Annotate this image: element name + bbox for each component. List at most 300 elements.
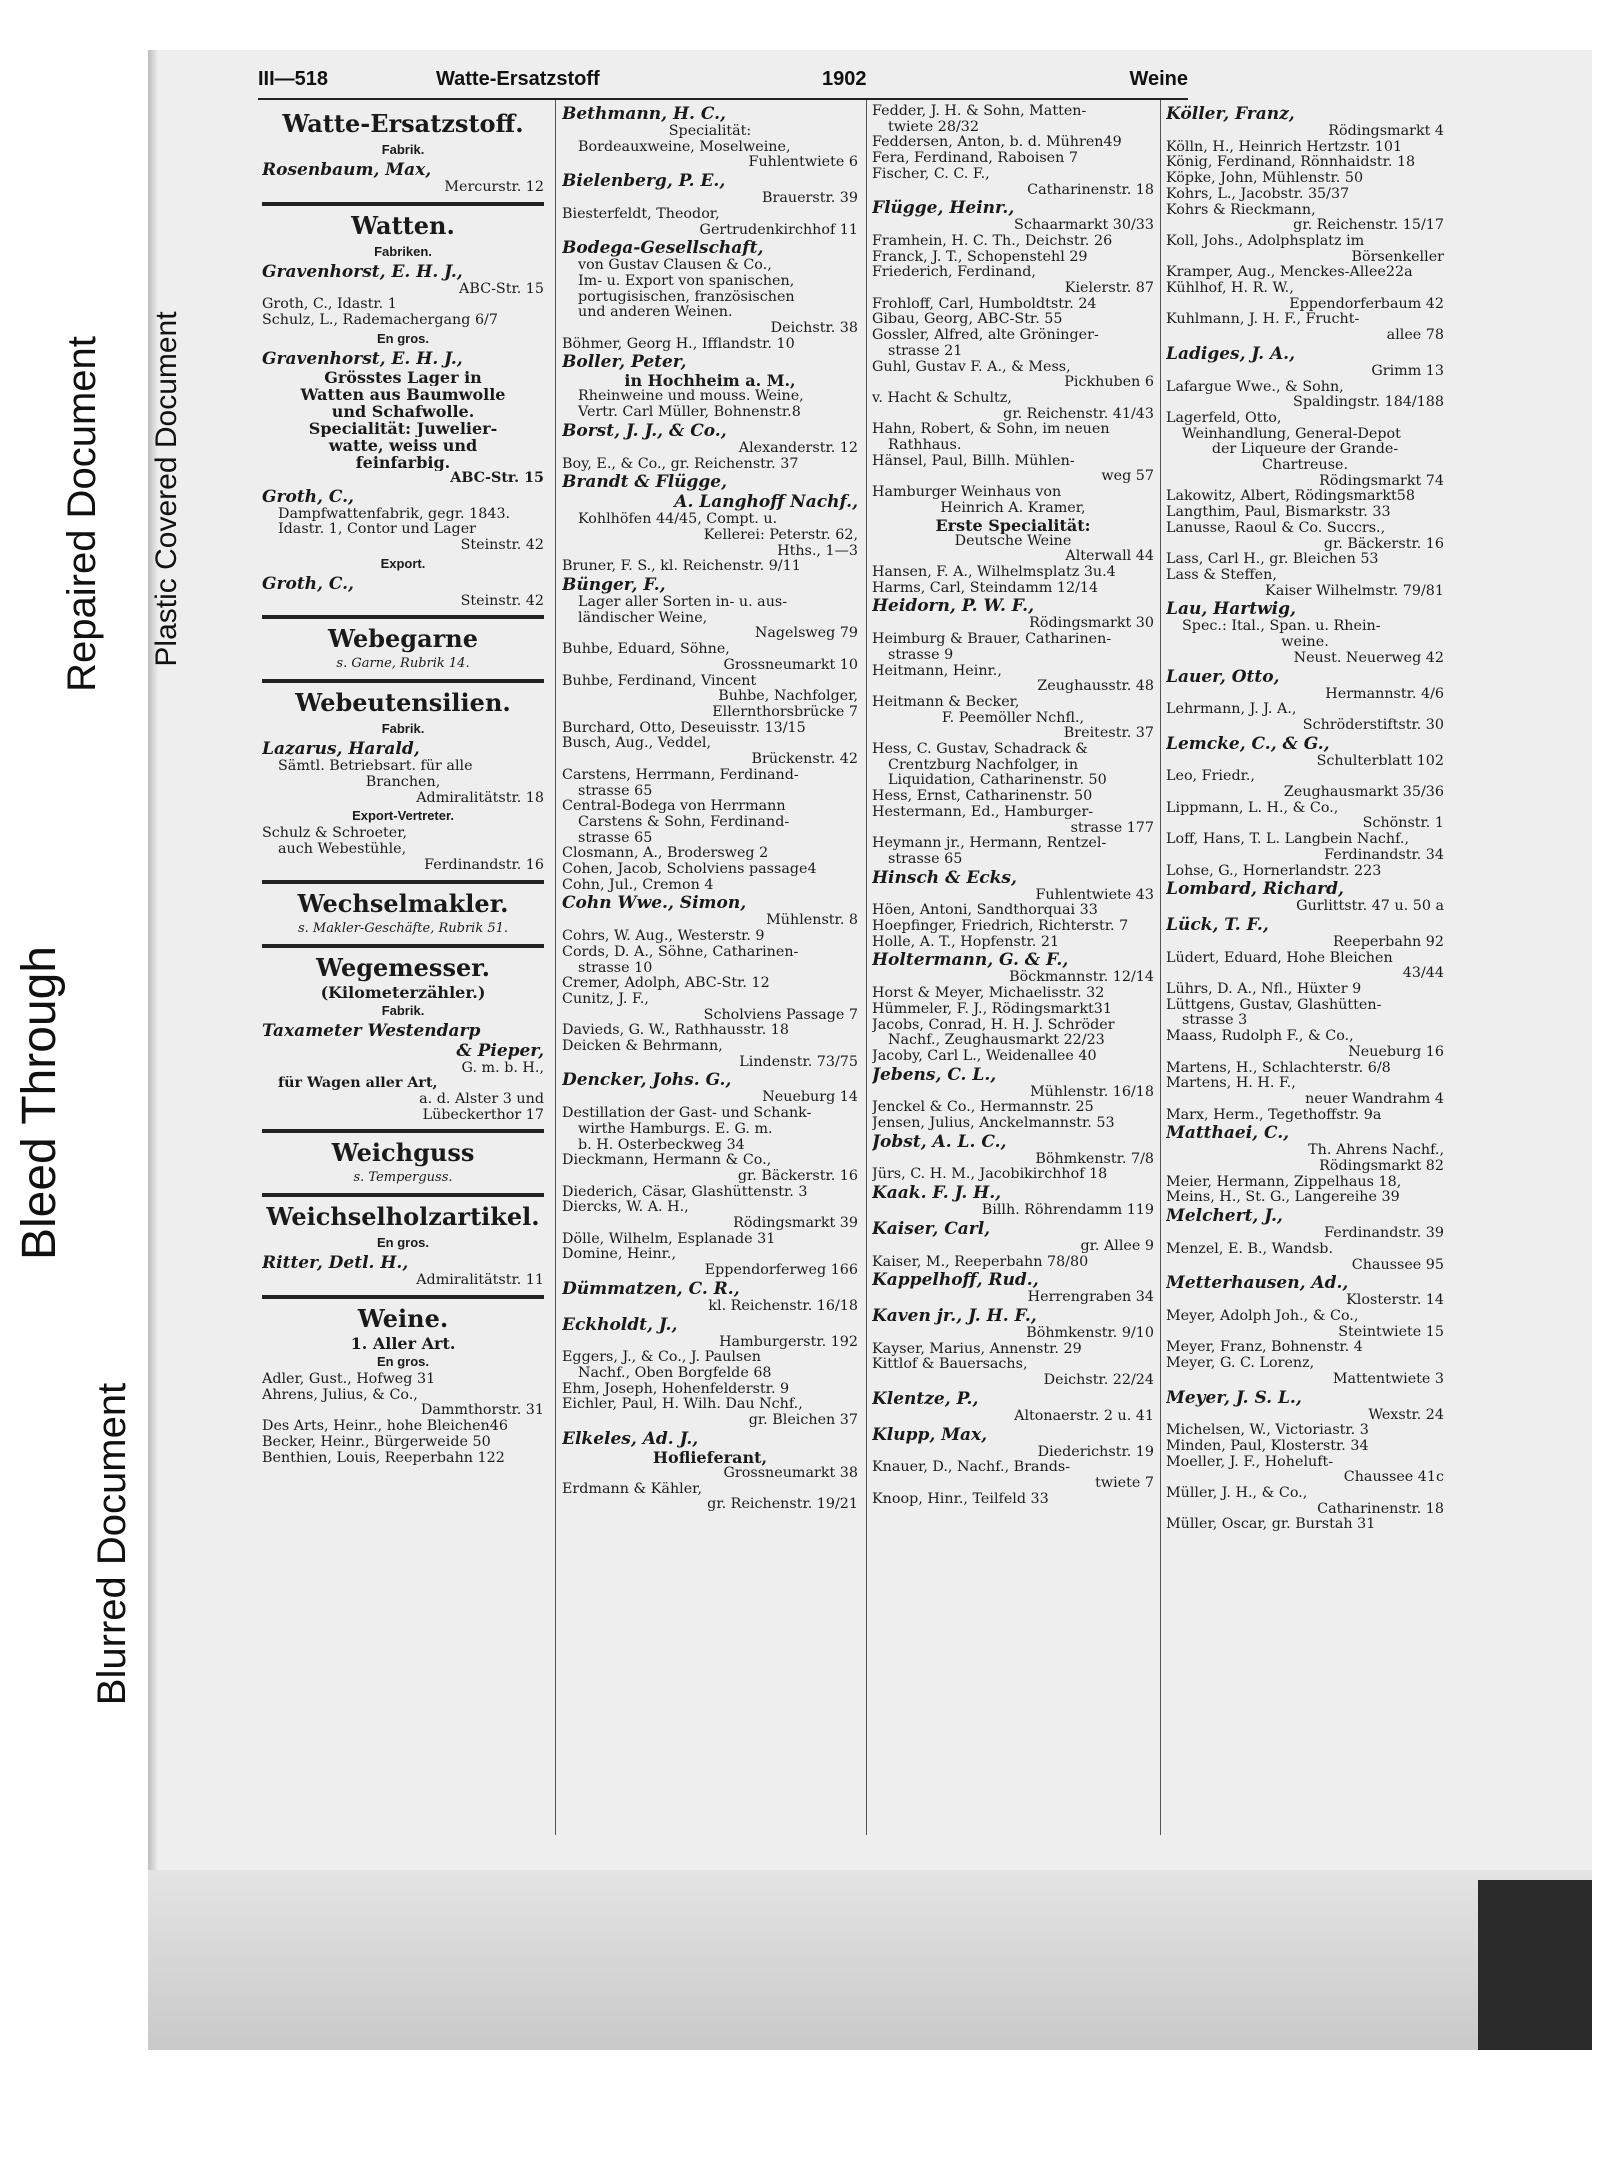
entry-line: für Wagen aller Art, xyxy=(278,1076,438,1092)
firm-name: Rosenbaum, Max, xyxy=(262,160,432,180)
entry-line: Rathhaus. xyxy=(888,438,962,454)
firm-name: Kaak. F. J. H., xyxy=(872,1183,1002,1204)
entry-line: Steinstr. 42 xyxy=(460,593,544,609)
entry-line: Carstens & Sohn, Ferdinand- xyxy=(578,814,790,830)
entry-line: strasse 10 xyxy=(578,960,653,976)
entry-line: Friederich, Ferdinand, xyxy=(872,265,1036,281)
entry-line: Scholviens Passage 7 xyxy=(703,1007,858,1023)
entry-line: Erdmann & Kähler, xyxy=(562,1481,702,1497)
entry-line: wirthe Hamburgs. E. G. m. xyxy=(578,1121,773,1137)
entry-line: Lübeckerthor 17 xyxy=(422,1107,544,1123)
entry-line: twiete 7 xyxy=(1095,1475,1154,1491)
subsection-label: Fabrik. xyxy=(381,721,425,737)
entry-line: Lafargue Wwe., & Sohn, xyxy=(1166,379,1344,395)
entry-line: Cohn, Jul., Cremon 4 xyxy=(562,877,714,893)
entry-line: Harms, Carl, Steindamm 12/14 xyxy=(872,580,1099,596)
section-divider xyxy=(262,1295,544,1299)
entry-line: G. m. b. H., xyxy=(461,1060,544,1076)
firm-name: Lau, Hartwig, xyxy=(1166,599,1296,620)
entry-line: Horst & Meyer, Michaelisstr. 32 xyxy=(872,986,1105,1002)
entry-line: Admiralitätstr. 18 xyxy=(416,790,544,806)
entry-line: Spaldingstr. 184/188 xyxy=(1293,395,1444,411)
section-divider xyxy=(262,880,544,884)
entry-line: Central-Bodega von Herrmann xyxy=(562,799,786,815)
entry-line: Knoop, Hinr., Teilfeld 33 xyxy=(872,1491,1049,1507)
entry-line: Jensen, Julius, Anckelmannstr. 53 xyxy=(872,1116,1115,1132)
entry-line: Hermannstr. 4/6 xyxy=(1325,686,1444,702)
entry-line: Franck, J. T., Schopenstehl 29 xyxy=(872,249,1088,265)
firm-name: Kaiser, Carl, xyxy=(872,1218,991,1239)
entry-line: Jacobs, Conrad, H. H. J. Schröder xyxy=(872,1017,1115,1033)
entry-line: Eppendorferweg 166 xyxy=(704,1263,858,1279)
firm-name: Meyer, J. S. L., xyxy=(1166,1387,1302,1408)
entry-line: Mühlenstr. 8 xyxy=(766,913,858,929)
entry-line: Gibau, Georg, ABC-Str. 55 xyxy=(872,312,1063,328)
entry-line: Cunitz, J. F., xyxy=(562,991,649,1007)
entry-line: Meyer, G. C. Lorenz, xyxy=(1166,1356,1315,1372)
entry-line: Des Arts, Heinr., hohe Bleichen46 xyxy=(262,1419,508,1435)
header-rule xyxy=(258,98,1188,100)
entry-line: Dampfwattenfabrik, gegr. 1843. xyxy=(278,506,511,522)
entry-line: Knauer, D., Nachf., Brands- xyxy=(872,1460,1071,1476)
entry-line: gr. Bäckerstr. 16 xyxy=(1323,536,1444,552)
entry-line: strasse 3 xyxy=(1182,1013,1248,1029)
subsection-label: Fabrik. xyxy=(381,1002,425,1018)
entry-line: strasse 21 xyxy=(888,343,963,359)
entry-line: Ellernthorsbrücke 7 xyxy=(712,704,858,720)
page-bottom-shadow xyxy=(148,1870,1592,2050)
entry-line: Guhl, Gustav F. A., & Mess, xyxy=(872,359,1071,375)
column-separator xyxy=(866,100,867,1835)
entry-line: Müller, J. H., & Co., xyxy=(1166,1486,1308,1502)
entry-line: Cohen, Jacob, Scholviens passage4 xyxy=(562,862,817,878)
entry-line: 43/44 xyxy=(1402,966,1444,982)
section-divider xyxy=(262,1193,544,1197)
entry-line: Kölln, H., Heinrich Hertzstr. 101 xyxy=(1166,139,1403,155)
entry-line: Kayser, Marius, Annenstr. 29 xyxy=(872,1341,1082,1357)
entry-line: Heitmann & Becker, xyxy=(872,694,1020,710)
entry-line: Lakowitz, Albert, Rödingsmarkt58 xyxy=(1166,489,1415,505)
cross-reference: s. Makler-Geschäfte, Rubrik 51. xyxy=(297,920,509,936)
entry-line: Admiralitätstr. 11 xyxy=(416,1273,544,1289)
entry-line: und anderen Weinen. xyxy=(578,305,733,321)
entry-line: Rödingsmarkt 30 xyxy=(1029,616,1154,632)
entry-line: gr. Allee 9 xyxy=(1080,1238,1154,1254)
section-divider xyxy=(262,1129,544,1133)
entry-line: Crentzburg Nachfolger, in xyxy=(888,757,1079,773)
entry-line: Kaiser, M., Reeperbahn 78/80 xyxy=(872,1254,1089,1270)
entry-line: gr. Bleichen 37 xyxy=(748,1413,858,1429)
entry-line: Hamburgerstr. 192 xyxy=(719,1334,858,1350)
entry-line: Liquidation, Catharinenstr. 50 xyxy=(888,773,1107,789)
entry-line: Hess, C. Gustav, Schadrack & xyxy=(872,742,1088,758)
entry-line: Bordeauxweine, Moselweine, xyxy=(578,139,791,155)
advert-text: Hoflieferant, xyxy=(652,1448,768,1466)
firm-name: Matthaei, C., xyxy=(1166,1123,1290,1144)
entry-line: Meyer, Adolph Joh., & Co., xyxy=(1166,1309,1359,1324)
advert-text: Watten aus Baumwolle xyxy=(300,385,506,403)
entry-line: Destillation der Gast- und Schank- xyxy=(562,1106,812,1122)
firm-name: Hinsch & Ecks, xyxy=(872,867,1017,888)
entry-line: Gertrudenkirchhof 11 xyxy=(699,222,858,238)
entry-line: Diederichstr. 19 xyxy=(1037,1444,1154,1460)
firm-name: Köller, Franz, xyxy=(1166,104,1295,124)
entry-line: Cremer, Adolph, ABC-Str. 12 xyxy=(562,976,770,992)
subsection-label: En gros. xyxy=(376,1235,429,1251)
entry-line: ABC-Str. 15 xyxy=(450,470,544,486)
entry-line: Rödingsmarkt 74 xyxy=(1319,473,1444,489)
entry-line: Meyer, Franz, Bohnenstr. 4 xyxy=(1166,1340,1363,1356)
entry-line: Dölle, Wilhelm, Esplanade 31 xyxy=(562,1231,776,1247)
column-separator xyxy=(1160,100,1161,1835)
entry-line: Hths., 1—3 xyxy=(777,543,858,559)
entry-line: Lührs, D. A., Nfl., Hüxter 9 xyxy=(1166,982,1362,998)
entry-line: Rödingsmarkt 4 xyxy=(1328,124,1444,139)
entry-line: Feddersen, Anton, b. d. Mühren49 xyxy=(872,135,1122,151)
firm-name: Metterhausen, Ad., xyxy=(1166,1273,1349,1294)
firm-name: Ritter, Detl. H., xyxy=(262,1253,409,1274)
entry-line: Becker, Heinr., Bürgerweide 50 xyxy=(262,1434,491,1450)
entry-line: Ehm, Joseph, Hohenfelderstr. 9 xyxy=(562,1381,790,1397)
entry-line: Schulterblatt 102 xyxy=(1316,753,1444,769)
entry-line: a. d. Alster 3 und xyxy=(419,1091,544,1107)
firm-name: Kaven jr., J. H. F., xyxy=(872,1306,1037,1326)
entry-line: gr. Reichenstr. 41/43 xyxy=(1003,406,1154,422)
entry-line: Diercks, W. A. H., xyxy=(562,1200,689,1216)
subsection-label: En gros. xyxy=(376,330,429,346)
entry-line: Deutsche Weine xyxy=(954,533,1072,549)
firm-name: Lemcke, C., & G., xyxy=(1166,733,1330,754)
entry-line: Kielerstr. 87 xyxy=(1064,281,1154,297)
firm-name: Flügge, Heinr., xyxy=(872,198,1015,219)
entry-line: Böhmkenstr. 7/8 xyxy=(1035,1151,1154,1167)
entry-line: Börsenkeller xyxy=(1351,249,1444,265)
subsection-label: Fabrik. xyxy=(381,142,425,157)
firm-name: Holtermann, G. & F., xyxy=(872,950,1069,971)
entry-line: Lass, Carl H., gr. Bleichen 53 xyxy=(1166,552,1379,568)
entry-line: Fuhlentwiete 43 xyxy=(1035,887,1154,903)
firm-name: Taxameter Westendarp xyxy=(262,1020,481,1041)
entry-line: Martens, H., Schlachterstr. 6/8 xyxy=(1166,1060,1391,1076)
entry-line: Hestermann, Ed., Hamburger- xyxy=(872,804,1094,820)
entry-line: Mercurstr. 12 xyxy=(444,180,544,195)
entry-line: Loff, Hans, T. L. Langbein Nachf., xyxy=(1166,832,1410,848)
entry-line: Kohrs, L., Jacobstr. 35/37 xyxy=(1166,186,1350,202)
entry-line: Nachf., Oben Borgfelde 68 xyxy=(578,1366,772,1381)
entry-line: ABC-Str. 15 xyxy=(459,281,544,297)
entry-line: Hess, Ernst, Catharinenstr. 50 xyxy=(872,789,1093,805)
subsection-label: En gros. xyxy=(376,1354,429,1370)
section-divider xyxy=(262,679,544,683)
firm-name: A. Langhoff Nachf., xyxy=(674,492,858,513)
firm-name: Melchert, J., xyxy=(1166,1206,1283,1227)
entry-line: Marx, Herm., Tegethoffstr. 9a xyxy=(1166,1107,1382,1123)
entry-line: Deichstr. 22/24 xyxy=(1043,1373,1154,1389)
entry-line: Heimburg & Brauer, Catharinen- xyxy=(872,632,1112,648)
entry-line: Jürs, C. H. M., Jacobikirchhof 18 xyxy=(872,1167,1108,1183)
section-heading: Webegarne xyxy=(327,624,478,654)
entry-line: Kühlhof, H. R. W., xyxy=(1166,281,1294,297)
entry-line: twiete 28/32 xyxy=(888,119,979,135)
entry-line: Maass, Rudolph F., & Co., xyxy=(1166,1029,1354,1045)
label-blurred-document: Blurred Document xyxy=(90,1382,134,1706)
entry-line: Kellerei: Peterstr. 62, xyxy=(703,527,858,543)
entry-line: Nagelsweg 79 xyxy=(754,626,858,642)
entry-line: gr. Reichenstr. 15/17 xyxy=(1293,218,1444,234)
entry-line: Hamburger Weinhaus von xyxy=(872,485,1062,501)
entry-line: Fuhlentwiete 6 xyxy=(748,155,858,171)
entry-line: Höen, Antoni, Sandthorquai 33 xyxy=(872,903,1098,919)
entry-line: Lehrmann, J. J. A., xyxy=(1166,702,1297,718)
entry-line: Frohloff, Carl, Humboldtstr. 24 xyxy=(872,296,1097,312)
entry-line: Hansen, F. A., Wilhelmsplatz 3u.4 xyxy=(872,564,1116,580)
entry-line: Koll, Johs., Adolphsplatz im xyxy=(1166,233,1365,249)
entry-line: Wexstr. 24 xyxy=(1368,1407,1444,1423)
header-year: 1902 xyxy=(822,68,867,90)
entry-line: Dammthorstr. 31 xyxy=(420,1403,544,1419)
entry-line: Chaussee 41c xyxy=(1343,1470,1444,1486)
entry-line: weg 57 xyxy=(1101,469,1154,485)
entry-line: Fedder, J. H. & Sohn, Matten- xyxy=(872,104,1087,119)
entry-line: Minden, Paul, Klosterstr. 34 xyxy=(1166,1438,1369,1454)
section-heading: Wechselmakler. xyxy=(297,888,509,918)
entry-line: Reeperbahn 92 xyxy=(1333,934,1444,950)
entry-line: Brückenstr. 42 xyxy=(751,752,858,768)
entry-line: Schaarmarkt 30/33 xyxy=(1014,218,1154,234)
entry-line: Sämtl. Betriebsart. für alle xyxy=(278,759,473,775)
entry-line: Brauerstr. 39 xyxy=(762,191,858,207)
section-heading: Watten. xyxy=(351,210,455,240)
entry-line: Eppendorferbaum 42 xyxy=(1289,296,1444,312)
firm-name: Gravenhorst, E. H. J., xyxy=(262,261,463,282)
firm-name: Groth, C., xyxy=(262,573,354,594)
firm-name: Boller, Peter, xyxy=(562,352,687,373)
section-heading: Wegemesser. xyxy=(315,952,491,982)
entry-line: Steinstr. 42 xyxy=(460,537,544,553)
advert-text: feinfarbig. xyxy=(355,453,451,471)
entry-line: Schröderstiftstr. 30 xyxy=(1302,717,1444,733)
entry-line: Lass & Steffen, xyxy=(1166,567,1277,583)
entry-line: kl. Reichenstr. 16/18 xyxy=(708,1298,858,1314)
entry-line: Eggers, J., & Co., J. Paulsen xyxy=(562,1350,761,1366)
entry-line: Leo, Friedr., xyxy=(1166,769,1255,785)
entry-line: Buhbe, Nachfolger, xyxy=(718,689,858,705)
entry-line: Kohlhöfen 44/45, Compt. u. xyxy=(578,512,778,528)
entry-line: Neueburg 14 xyxy=(762,1090,858,1106)
entry-line: Daviеds, G. W., Rathhausstr. 18 xyxy=(562,1023,789,1039)
entry-line: Carstens, Herrmann, Ferdinand- xyxy=(562,767,799,783)
section-heading: Weichguss xyxy=(331,1138,475,1168)
advert-text: in Hochheim a. M., xyxy=(624,372,796,390)
entry-line: Zeughausstr. 48 xyxy=(1037,679,1154,695)
entry-line: portugisischen, französischen xyxy=(578,289,795,305)
entry-line: strasse 9 xyxy=(888,647,954,663)
entry-line: Lippmann, L. H., & Co., xyxy=(1166,800,1339,816)
entry-line: Breitestr. 37 xyxy=(1063,726,1154,742)
dark-corner-mark xyxy=(1478,1880,1592,2050)
entry-line: Alterwall 44 xyxy=(1065,549,1154,565)
entry-line: Heitmann, Heinr., xyxy=(872,663,1002,679)
cross-reference: s. Garne, Rubrik 14. xyxy=(336,656,470,672)
entry-line: Eichler, Paul, H. Wilh. Dau Nchf., xyxy=(562,1397,803,1413)
entry-line: Closmann, A., Brodersweg 2 xyxy=(562,846,769,862)
advert-text: (Kilometerzähler.) xyxy=(320,983,486,1001)
entry-line: Fera, Ferdinand, Raboisen 7 xyxy=(872,151,1078,167)
entry-line: Ahrens, Julius, & Co., xyxy=(262,1387,418,1403)
firm-name: Gravenhorst, E. H. J., xyxy=(262,348,463,369)
entry-line: Neust. Neuerweg 42 xyxy=(1293,650,1444,666)
firm-name: Jebens, C. L., xyxy=(872,1064,997,1085)
entry-line: Rödingsmarkt 39 xyxy=(733,1216,858,1232)
entry-line: Rheinweine und mouss. Weine, xyxy=(578,389,804,405)
entry-line: gr. Reichenstr. 19/21 xyxy=(707,1497,858,1513)
entry-line: Jenckel & Co., Hermannstr. 25 xyxy=(872,1100,1094,1116)
entry-line: Schönstr. 1 xyxy=(1362,816,1444,832)
entry-line: Kittlof & Bauersachs, xyxy=(872,1357,1028,1373)
entry-line: Spec.: Ital., Span. u. Rhein- xyxy=(1182,619,1381,635)
firm-name: Groth, C., xyxy=(262,486,354,507)
entry-line: Groth, C., Idastr. 1 xyxy=(262,297,397,313)
entry-line: Lagerfeld, Otto, xyxy=(1166,410,1282,426)
entry-line: Böhmkenstr. 9/10 xyxy=(1026,1326,1154,1341)
firm-name: Brandt & Flügge, xyxy=(562,472,728,493)
entry-line: Meier, Hermann, Zippelhaus 18, xyxy=(1166,1174,1402,1190)
entry-line: strasse 65 xyxy=(578,830,653,846)
section-divider xyxy=(262,615,544,619)
entry-line: Schulz & Schroeter, xyxy=(262,826,408,842)
entry-line: Pickhuben 6 xyxy=(1064,375,1154,391)
firm-name: Jobst, A. L. C., xyxy=(872,1131,1007,1152)
entry-line: Grimm 13 xyxy=(1371,363,1444,379)
entry-line: b. H. Osterbeckweg 34 xyxy=(578,1137,745,1153)
header-right-term: Weine xyxy=(1129,68,1188,90)
entry-line: Kramper, Aug., Menckes-Allee22a xyxy=(1166,265,1413,281)
entry-line: Specialität: xyxy=(668,124,752,139)
subsection-label: Fabriken. xyxy=(374,243,432,259)
entry-line: Adler, Gust., Hofweg 31 xyxy=(262,1372,436,1388)
entry-line: Dieckmann, Hermann & Co., xyxy=(562,1153,772,1169)
entry-line: Böhmer, Georg H., Ifflandstr. 10 xyxy=(562,336,795,352)
entry-line: Lanusse, Raoul & Co. Succrs., xyxy=(1166,520,1386,536)
entry-line: Weinhandlung, General-Depot xyxy=(1182,426,1401,442)
entry-line: Zeughausmarkt 35/36 xyxy=(1283,785,1444,801)
entry-line: Hänsel, Paul, Billh. Mühlen- xyxy=(872,453,1075,469)
entry-line: weine. xyxy=(1281,635,1329,651)
entry-line: Benthien, Louis, Reeperbahn 122 xyxy=(262,1450,505,1466)
section-heading: Webeutensilien. xyxy=(295,688,511,718)
entry-line: Meins, H., St. G., Langereihe 39 xyxy=(1166,1190,1400,1206)
entry-line: Chaussee 95 xyxy=(1351,1257,1444,1273)
firm-name: Klupp, Max, xyxy=(872,1424,988,1445)
entry-line: Buhbe, Eduard, Söhne, xyxy=(562,642,730,658)
entry-line: Hahn, Robert, & Sohn, im neuen xyxy=(872,422,1110,438)
entry-line: ländischer Weine, xyxy=(578,610,708,626)
entry-line: Deichstr. 38 xyxy=(770,321,858,337)
firm-name: Bethmann, H. C., xyxy=(562,104,726,124)
entry-line: Alexanderstr. 12 xyxy=(738,440,858,456)
firm-name: Eckholdt, J., xyxy=(562,1314,678,1335)
entry-line: Framhein, H. C. Th., Deichstr. 26 xyxy=(872,233,1113,249)
entry-line: Müller, Oscar, gr. Burstah 31 xyxy=(1166,1517,1376,1533)
subsection-label: Export. xyxy=(380,555,426,571)
entry-line: Bruner, F. S., kl. Reichenstr. 9/11 xyxy=(562,559,801,575)
firm-name: Lazarus, Harald, xyxy=(262,739,420,760)
entry-line: Altonaerstr. 2 u. 41 xyxy=(1014,1408,1154,1424)
entry-line: Kohrs & Rieckmann, xyxy=(1166,202,1316,218)
entry-line: Diederich, Cäsar, Glashüttenstr. 3 xyxy=(562,1184,808,1200)
entry-line: Nachf., Zeughausmarkt 22/23 xyxy=(888,1033,1105,1049)
entry-line: Holle, A. T., Hopfenstr. 21 xyxy=(872,934,1060,950)
advert-text: watte, weiss und xyxy=(328,436,478,454)
entry-line: Boy, E., & Co., gr. Reichenstr. 37 xyxy=(562,456,799,472)
entry-line: strasse 65 xyxy=(578,783,653,799)
advert-text: 1. Aller Art. xyxy=(350,1335,456,1353)
firm-name: Bünger, F., xyxy=(562,575,666,596)
entry-line: Buhbe, Ferdinand, Vincent xyxy=(562,673,757,689)
entry-line: Klosterstr. 14 xyxy=(1346,1293,1444,1309)
label-repaired-document: Repaired Document xyxy=(60,336,104,692)
entry-line: Mattentwiete 3 xyxy=(1332,1371,1444,1387)
entry-line: Ferdinandstr. 16 xyxy=(424,857,544,873)
entry-line: Gossler, Alfred, alte Gröninger- xyxy=(872,328,1099,344)
subsection-label: Export-Vertreter. xyxy=(352,808,454,824)
firm-name: Klentze, P., xyxy=(872,1388,979,1409)
entry-line: Gurlittstr. 47 u. 50 a xyxy=(1296,899,1444,915)
column-separator xyxy=(555,100,556,1835)
page-number: III—518 xyxy=(258,68,329,90)
column-3 xyxy=(872,104,1154,1849)
entry-line: F. Peemöller Nchfl., xyxy=(941,710,1085,726)
entry-line: Branchen, xyxy=(365,775,441,791)
entry-line: Jacoby, Carl L., Weidenallee 40 xyxy=(872,1048,1097,1064)
section-divider xyxy=(262,202,544,206)
column-4 xyxy=(1166,104,1444,1849)
label-plastic-covered-document: Plastic Covered Document xyxy=(150,311,183,667)
firm-name: Dencker, Johs. G., xyxy=(562,1070,732,1091)
entry-line: Heinrich A. Kramer, xyxy=(940,500,1086,516)
entry-line: Th. Ahrens Nachf., xyxy=(1308,1143,1444,1159)
advert-text: Erste Specialität: xyxy=(935,516,1091,534)
entry-line: Lüdert, Eduard, Hohe Bleichen xyxy=(1166,950,1393,966)
firm-name: Bielenberg, P. E., xyxy=(562,171,726,192)
firm-name: Elkeles, Ad. J., xyxy=(562,1428,699,1449)
column-1 xyxy=(262,104,544,1849)
firm-name: Dümmatzen, C. R., xyxy=(562,1278,740,1299)
entry-line: Hümmeler, F. J., Rödingsmarkt31 xyxy=(872,1001,1112,1017)
advert-text: und Schafwolle. xyxy=(331,402,475,420)
entry-line: der Liqueure der Grande- xyxy=(1211,442,1399,458)
entry-line: Langthim, Paul, Bismarkstr. 33 xyxy=(1166,505,1391,521)
entry-line: Moeller, J. F., Hoheluft- xyxy=(1166,1454,1334,1470)
section-divider xyxy=(262,944,544,948)
entry-line: Kaiser Wilhelmstr. 79/81 xyxy=(1265,583,1444,599)
section-heading: Weichselholzartikel. xyxy=(266,1202,540,1232)
entry-line: strasse 65 xyxy=(888,851,963,867)
entry-line: Chartreuse. xyxy=(1261,458,1349,474)
label-bleed-through: Bleed Through xyxy=(13,946,66,1261)
header-left-term: Watte-Ersatzstoff xyxy=(436,68,600,90)
entry-line: Cohrs, W. Aug., Westerstr. 9 xyxy=(562,929,765,945)
entry-line: Cords, D. A., Söhne, Catharinen- xyxy=(562,944,799,960)
firm-name: Borst, J. J., & Co., xyxy=(562,420,727,441)
firm-name: & Pieper, xyxy=(456,1040,544,1061)
entry-line: Fischer, C. C. F., xyxy=(872,166,990,182)
entry-line: Grossneumarkt 10 xyxy=(723,657,858,673)
entry-line: Vertr. Carl Müller, Bohnenstr.8 xyxy=(578,405,801,421)
firm-name: Lombard, Richard, xyxy=(1166,879,1344,900)
entry-line: Menzel, E. B., Wandsb. xyxy=(1166,1241,1333,1257)
entry-line: König, Ferdinand, Rönnhaidstr. 18 xyxy=(1166,155,1416,171)
